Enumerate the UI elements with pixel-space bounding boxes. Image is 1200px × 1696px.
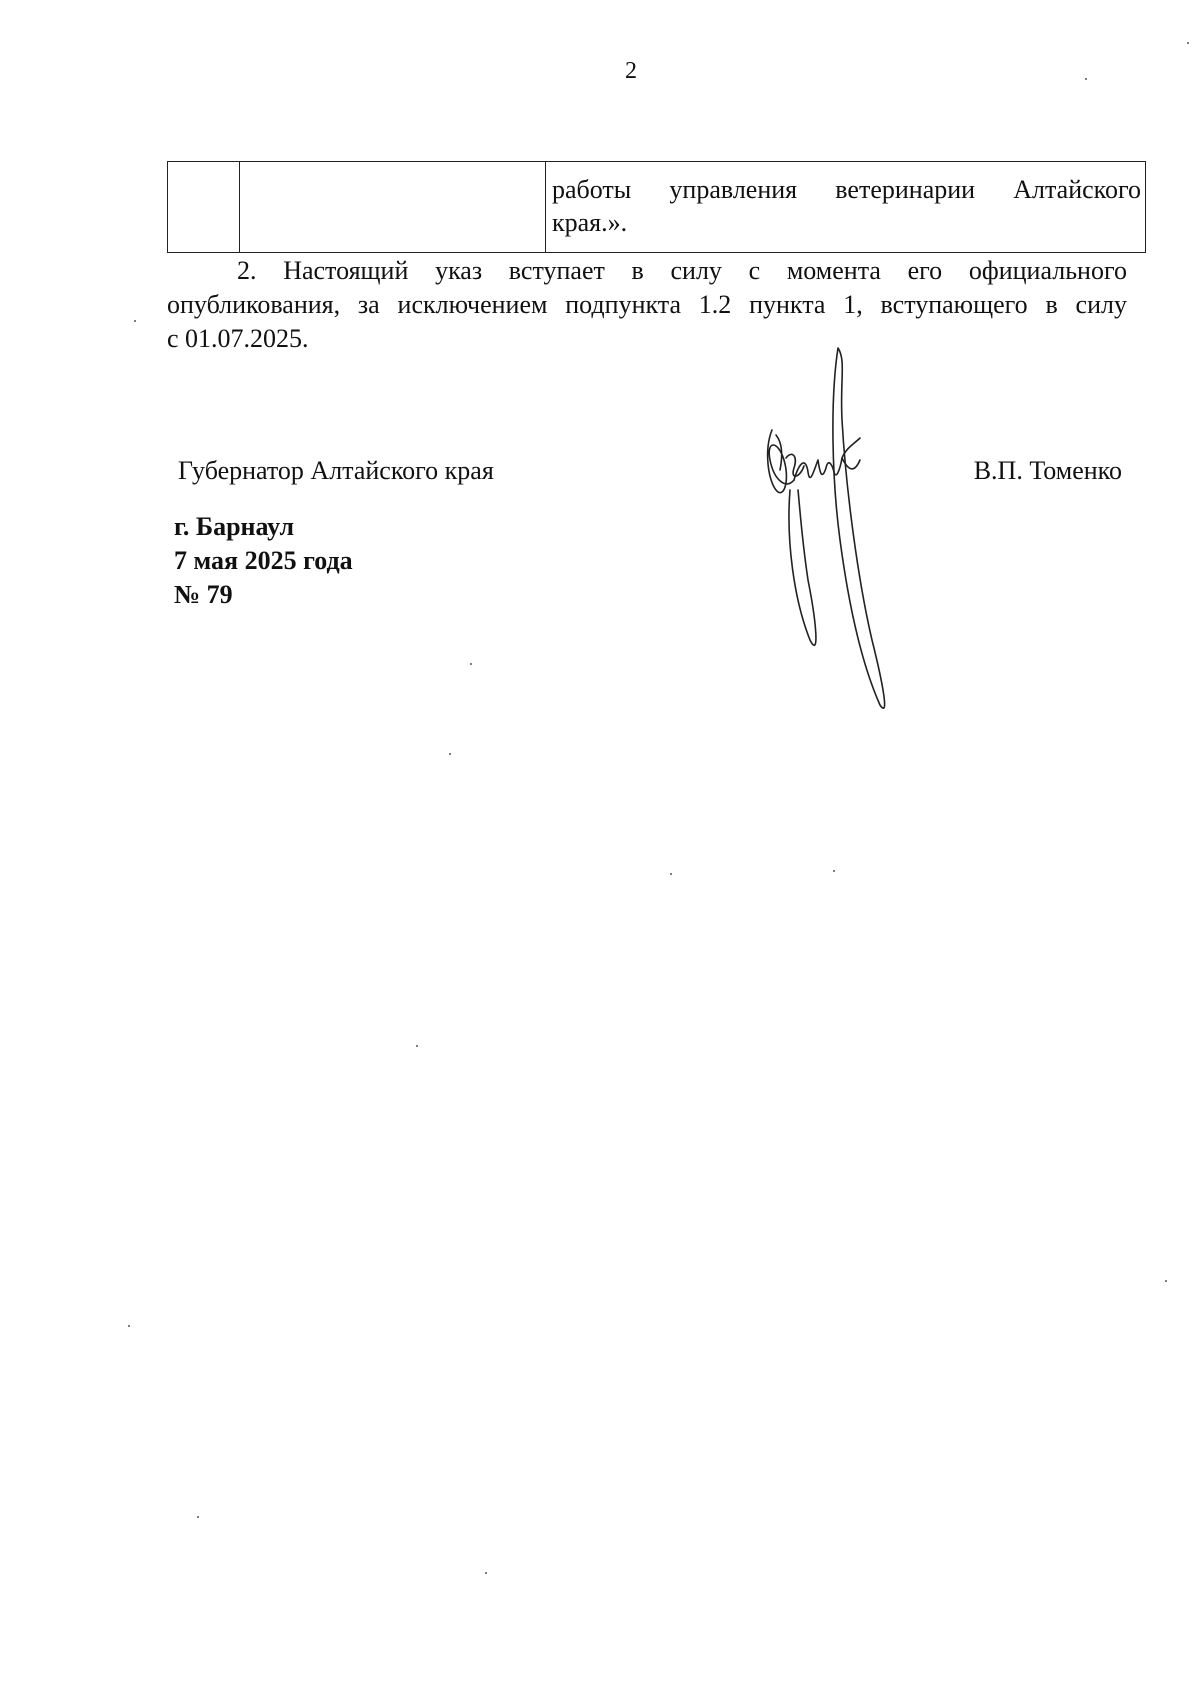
scan-speck <box>470 663 472 665</box>
signing-date: 7 мая 2025 года <box>174 546 353 575</box>
scan-speck <box>1165 1280 1167 1282</box>
paragraph-2-line-1: 2. Настоящий указ вступает в силу с момента его официального <box>237 256 1127 285</box>
signing-details <box>174 510 353 612</box>
scan-speck <box>1085 78 1087 80</box>
scan-speck <box>128 1325 130 1327</box>
decree-number: № 79 <box>174 580 233 609</box>
scan-speck <box>416 1045 418 1047</box>
scan-speck <box>485 1572 487 1574</box>
table-text-line-1: работы управления ветеринарии Алтайского <box>552 175 1141 204</box>
table-cell-empty <box>240 162 546 252</box>
paragraph-2-line-2: опубликования, за исключением подпункта 1.2 пункта 1, вступающего в силу <box>167 290 1127 319</box>
signatory-position: Губернатор Алтайского края <box>178 456 494 485</box>
scan-speck <box>134 320 136 322</box>
scan-speck <box>670 873 672 875</box>
scan-speck <box>1187 42 1189 44</box>
handwritten-signature <box>750 340 930 720</box>
page-number: 2 <box>625 58 637 84</box>
signing-city: г. Барнаул <box>174 512 295 541</box>
paragraph-2 <box>167 254 1127 356</box>
table-text-line-2: края.». <box>552 208 628 237</box>
scan-speck <box>833 870 835 872</box>
amendment-table-row <box>167 161 1146 253</box>
table-cell-text <box>546 162 1145 252</box>
table-cell-number <box>168 162 240 252</box>
scan-speck <box>449 753 451 755</box>
scan-speck <box>197 1516 199 1518</box>
signatory-name: В.П. Томенко <box>973 456 1122 485</box>
paragraph-2-line-3: с 01.07.2025. <box>167 324 309 353</box>
